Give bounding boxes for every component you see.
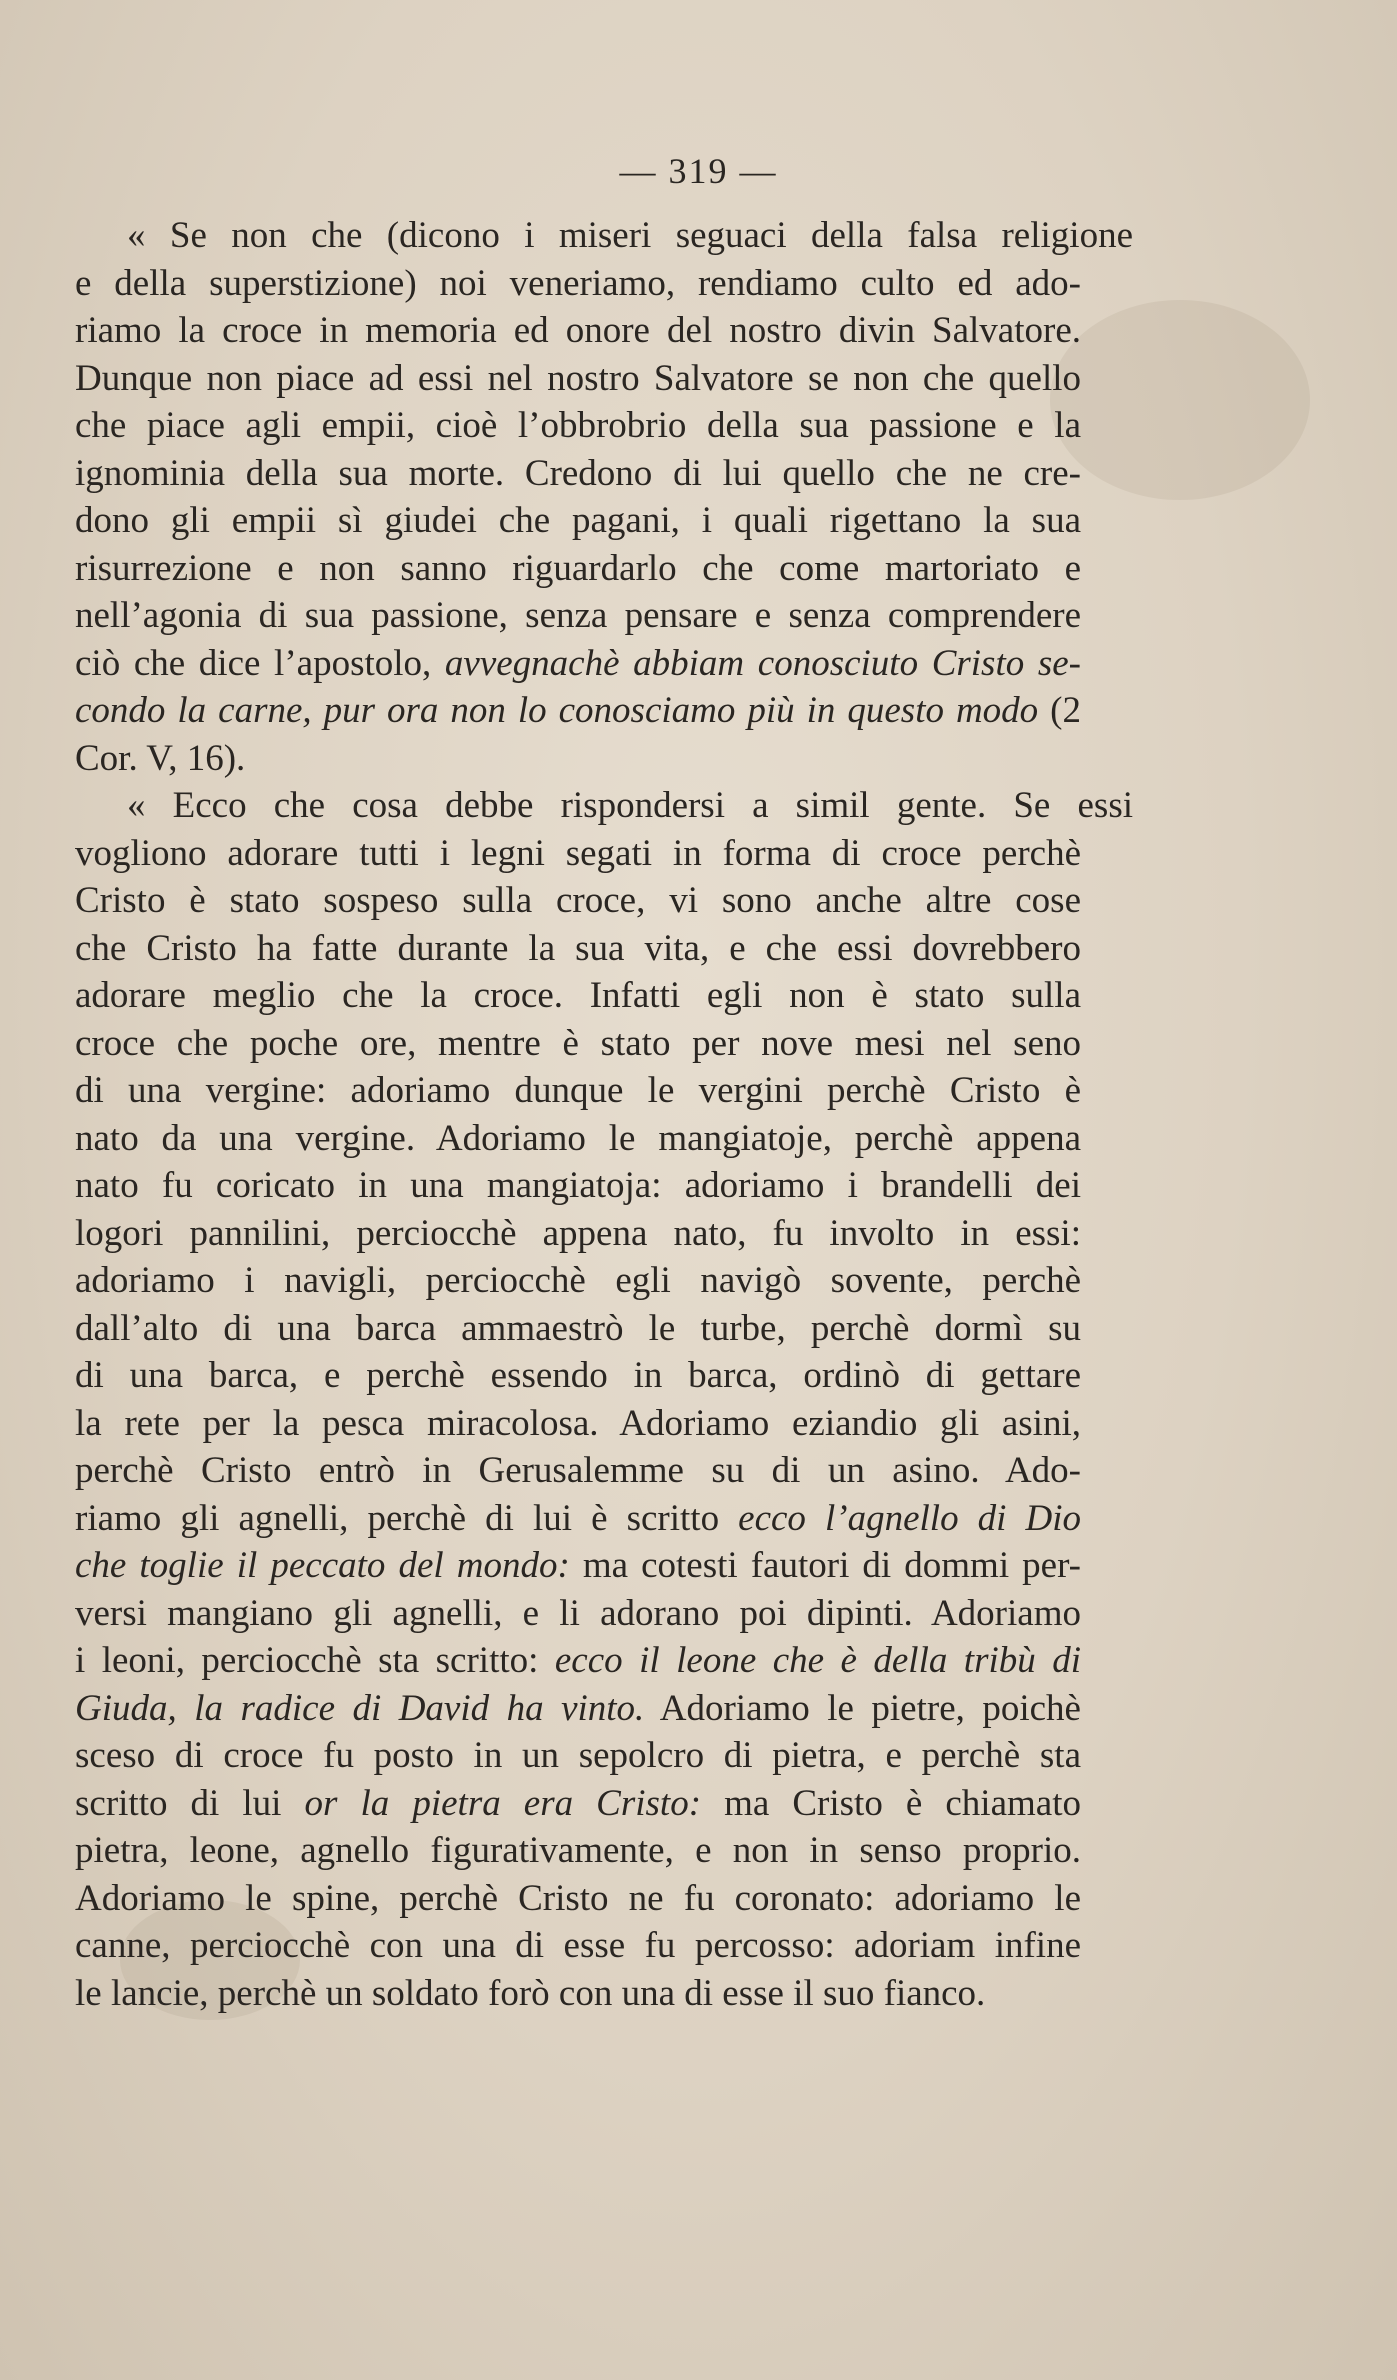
text-run: « Ecco che cosa debbe rispondersi a simil gente. Se essi [127, 785, 1133, 826]
italic-text: Giuda, la radice di David ha vinto. [75, 1687, 645, 1729]
text-line [75, 355, 1081, 403]
text-line [75, 1827, 1081, 1875]
text-run: sceso di croce fu posto in un sepolcro di pietra, e perchè sta [75, 1735, 1081, 1776]
text-run: ma cotesti fautori di dommi per- [569, 1545, 1081, 1586]
text-line [75, 735, 1081, 783]
text-run: le lancie, perchè un soldato forò con una di esse il suo fianco. [75, 1972, 986, 2014]
text-run: vogliono adorare tutti i legni segati in forma di croce perchè [75, 832, 1081, 874]
text-line [75, 782, 1133, 830]
paragraph [75, 212, 1133, 782]
text-run: Cor. V, 16). [75, 737, 246, 779]
text-run: riamo la croce in memoria ed onore del nostro divin Salvatore. [75, 310, 1081, 351]
text-line [75, 972, 1081, 1020]
text-run: versi mangiano gli agnelli, e li adorano poi dipinti. Adoriamo [75, 1592, 1081, 1634]
text-run: Dunque non piace ad essi nel nostro Salvatore se non che quello [75, 357, 1081, 399]
text-run: « Se non che (dicono i miseri seguaci della falsa religione [127, 215, 1133, 256]
text-line [75, 1780, 1081, 1828]
italic-text: ecco il leone che è della tribù di [554, 1640, 1081, 1681]
text-run: nell’agonia di sua passione, senza pensare e senza comprendere [75, 595, 1081, 636]
italic-text: or la pietra era Cristo: [304, 1782, 702, 1824]
text-line [75, 830, 1081, 878]
text-line [75, 260, 1081, 308]
text-run: di una vergine: adoriamo dunque le vergini perchè Cristo è [75, 1070, 1081, 1111]
text-line [75, 402, 1081, 450]
text-line [75, 450, 1081, 498]
text-run: e della superstizione) noi veneriamo, rendiamo culto ed ado- [75, 262, 1081, 304]
text-line [75, 687, 1081, 735]
text-line [75, 307, 1081, 355]
text-line [75, 877, 1081, 925]
text-run: scritto di lui [75, 1782, 305, 1824]
text-run: adoriamo i navigli, perciocchè egli navigò sovente, perchè [75, 1260, 1081, 1301]
text-line [75, 1875, 1081, 1923]
text-line [75, 1970, 1081, 2018]
text-run: ignominia della sua morte. Credono di lui quello che ne cre- [75, 452, 1081, 494]
text-line [75, 1162, 1081, 1210]
text-line [75, 1922, 1081, 1970]
page-number: — 319 — [619, 151, 778, 191]
text-run: dall’alto di una barca ammaestrò le turbe, perchè dormì su [75, 1307, 1081, 1349]
text-line [75, 1400, 1081, 1448]
italic-text: ecco l’agnello di Dio [738, 1497, 1081, 1539]
text-line [75, 545, 1081, 593]
text-run: dono gli empii sì giudei che pagani, i quali rigettano la sua [75, 500, 1081, 541]
text-run: (2 [1038, 690, 1081, 731]
text-run: nato fu coricato in una mangiatoja: adoriamo i brandelli dei [75, 1165, 1081, 1206]
text-line [75, 1257, 1081, 1305]
text-run: Cristo è stato sospeso sulla croce, vi sono anche altre cose [75, 880, 1081, 921]
text-line [75, 1685, 1081, 1733]
text-line [75, 1067, 1081, 1115]
text-line [75, 592, 1081, 640]
text-line [75, 1542, 1081, 1590]
text-run: Adoriamo le spine, perchè Cristo ne fu coronato: adoriamo le [75, 1877, 1081, 1919]
paper-stain [1050, 300, 1310, 500]
italic-text: che toglie il peccato del mondo: [75, 1545, 570, 1586]
paragraph [75, 782, 1133, 2017]
body-text [75, 212, 1133, 2017]
text-run: pietra, leone, agnello figurativamente, e non in senso proprio. [75, 1830, 1081, 1871]
text-run: canne, perciocchè con una di esse fu percosso: adoriam infine [75, 1925, 1081, 1966]
text-line [75, 1637, 1081, 1685]
text-run: di una barca, e perchè essendo in barca, ordinò di gettare [75, 1355, 1081, 1396]
text-line [75, 1495, 1081, 1543]
italic-text: avvegnachè abbiam conosciuto Cristo se- [444, 642, 1081, 684]
text-line [75, 1210, 1081, 1258]
text-line [75, 1020, 1081, 1068]
text-line [75, 925, 1081, 973]
text-run: che piace agli empii, cioè l’obbrobrio della sua passione e la [75, 405, 1081, 446]
text-run: ciò che dice l’apostolo, [75, 642, 445, 684]
text-run: perchè Cristo entrò in Gerusalemme su di un asino. Ado- [75, 1450, 1081, 1491]
text-line [75, 497, 1081, 545]
text-run: logori pannilini, perciocchè appena nato, fu involto in essi: [75, 1212, 1081, 1254]
text-line [75, 1115, 1081, 1163]
text-run: che Cristo ha fatte durante la sua vita, e che essi dovrebbero [75, 927, 1081, 969]
text-line [75, 1305, 1081, 1353]
text-run: croce che poche ore, mentre è stato per nove mesi nel seno [75, 1022, 1081, 1064]
italic-text: condo la carne, pur ora non lo conosciamo più in questo modo [75, 690, 1039, 731]
text-run: la rete per la pesca miracolosa. Adoriamo eziandio gli asini, [75, 1402, 1081, 1444]
text-line [75, 212, 1133, 260]
text-line [75, 1732, 1081, 1780]
text-line [75, 1447, 1081, 1495]
text-run: Adoriamo le pietre, poichè [644, 1687, 1081, 1729]
text-run: riamo gli agnelli, perchè di lui è scritto [75, 1497, 739, 1539]
text-line [75, 640, 1081, 688]
text-run: ma Cristo è chiamato [701, 1782, 1081, 1824]
text-run: i leoni, perciocchè sta scritto: [75, 1640, 555, 1681]
text-line [75, 1352, 1081, 1400]
text-run: nato da una vergine. Adoriamo le mangiatoje, perchè appena [75, 1117, 1081, 1159]
text-run: risurrezione e non sanno riguardarlo che come martoriato e [75, 547, 1081, 589]
text-run: adorare meglio che la croce. Infatti egli non è stato sulla [75, 975, 1081, 1016]
text-line [75, 1590, 1081, 1638]
